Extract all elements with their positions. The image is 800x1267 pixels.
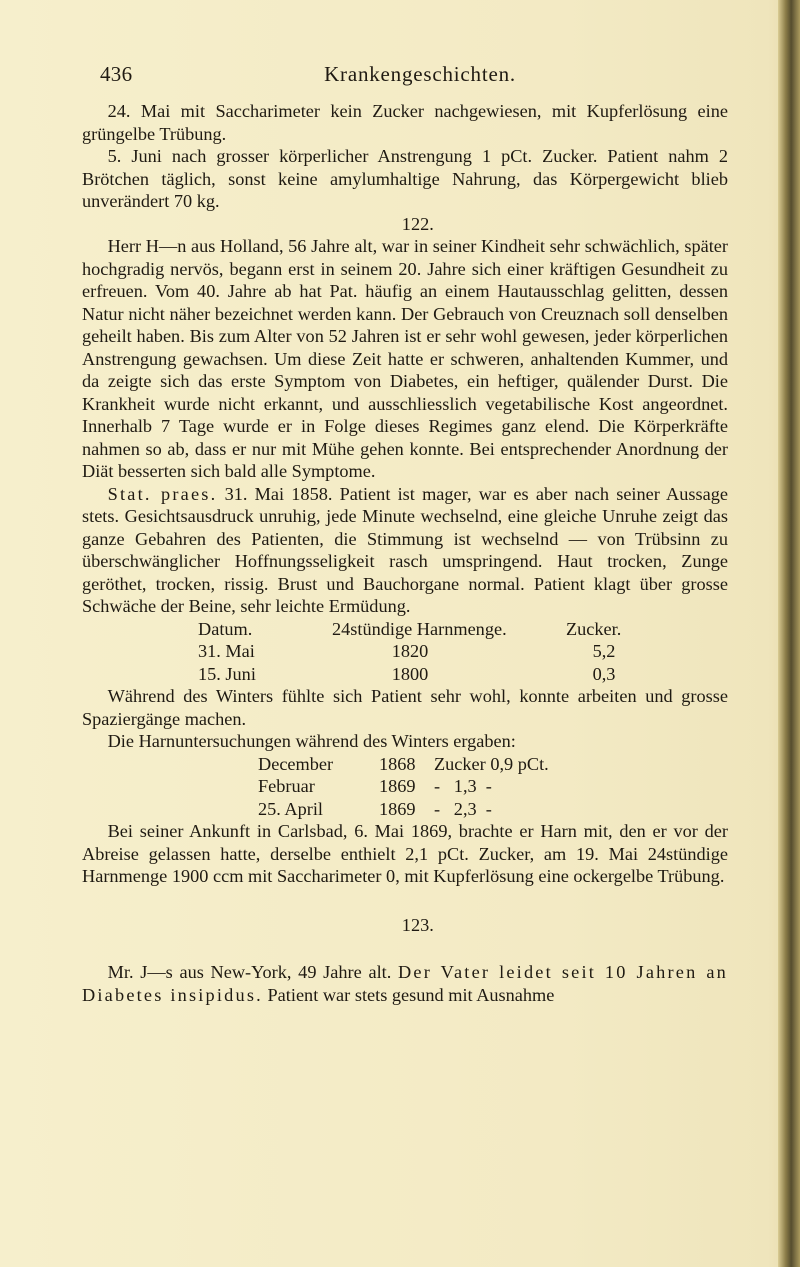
status-label: Stat. praes. — [107, 483, 218, 504]
page-body — [82, 100, 728, 1006]
case-number-123: 123. — [401, 914, 434, 935]
urine-results-list — [82, 753, 728, 821]
result-month: December — [258, 753, 334, 774]
paragraph-carlsbad: Bei seiner Ankunft in Carlsbad, 6. Mai 1869, brachte er Harn mit, den er vor der Abreise gelassen hatte, derselbe enthielt 2,1 pCt. Zucker, am 19. Mai 24stündige Harnmenge 1900 ccm mit Saccharimeter 0, mit Kupferlösung eine ockergelbe Trübung. — [82, 821, 728, 886]
case-122-status — [82, 483, 728, 618]
page-header — [100, 62, 740, 92]
result-month: Februar — [258, 776, 315, 796]
cell-harnmenge: 1820 — [391, 641, 429, 661]
table-header-row — [82, 618, 728, 641]
case-number-122: 122. — [401, 213, 434, 234]
result-value: - 1,3 - — [434, 776, 492, 796]
case-122-history: Herr H—n aus Holland, 56 Jahre alt, war in seiner Kindheit sehr schwächlich, später hochgradig nervös, begann erst in seinem 20. Jahre sich einer kräftigen Gesundheit zu erfreuen. Vom 40. Jahre ab hat Pat. häufig an einem Hautausschlag gelitten, dessen Natur nicht näher bezeichnet werden kann. Der Gebrauch von Creuznach soll denselben geheilt haben. Bis zum Alter von 52 Jahren ist er sehr wohl gewesen, jeder körperlichen Anstrengung gewachsen. Um diese Zeit hatte er schweren, anhaltenden Kummer, und da zeigte sich das erste Symptom von Diabetes, ein heftiger, quälender Durst. Die Krankheit wurde nicht erkannt, und ausschliesslich vegetabilische Kost angeordnet. Innerhalb 7 Tage wurde er in Folge dieses Regimes ganz elend. Die Körperkräfte nahmen so ab, dass er nur mit Mühe gehen konnte. Bei entsprechender Anordnung der Diät besserten sich bald alle Symptome. — [82, 236, 728, 481]
urine-table — [82, 618, 728, 686]
header-harnmenge: 24stündige Harnmenge. — [332, 618, 507, 639]
header-datum: Datum. — [198, 618, 253, 639]
result-year: 1869 — [379, 798, 416, 819]
result-year: 1868 — [379, 753, 416, 774]
case-123-intro — [82, 961, 728, 1006]
case-123-rest: Patient war stets gesund mit Ausnahme — [262, 984, 555, 1005]
paragraph-24-mai: 24. Mai mit Saccharimeter kein Zucker nachgewiesen, mit Kupferlösung eine grüngelbe Trübung. — [82, 101, 728, 144]
cell-date: 15. Juni — [198, 663, 256, 684]
running-title: Krankengeschichten. — [324, 62, 516, 86]
cell-zucker: 0,3 — [592, 663, 616, 684]
page-number: 436 — [100, 62, 133, 86]
paragraph-5-juni: 5. Juni nach grosser körperlicher Anstrengung 1 pCt. Zucker. Patient nahm 2 Brötchen täglich, sonst keine amylumhaltige Nahrung, das Körpergewicht blieb unverändert 70 kg. — [82, 146, 728, 211]
cell-zucker: 5,2 — [592, 641, 616, 661]
result-value: - 2,3 - — [434, 798, 492, 819]
cell-harnmenge: 1800 — [391, 663, 429, 684]
paragraph-urine-intro: Die Harnuntersuchungen während des Winters ergaben: — [107, 731, 516, 751]
result-value: Zucker 0,9 pCt. — [434, 753, 549, 774]
table-row — [82, 663, 728, 686]
cell-date: 31. Mai — [198, 641, 255, 661]
table-row — [82, 640, 728, 663]
result-year: 1869 — [379, 776, 416, 796]
list-item — [82, 753, 728, 776]
case-123-spaced-text: Der Vater leidet seit 10 Jahren an Diabetes insipidus. — [82, 962, 728, 1005]
header-zucker: Zucker. — [566, 618, 622, 639]
status-text: 31. Mai 1858. Patient ist mager, war es aber nach seiner Aussage stets. Gesichtsausdruck unruhig, jede Minute wechselnd, eine gleiche Unruhe zeigt das ganze Gebahren des Patienten, die Stimmung ist wechselnd — von Trübsinn zu überschwänglicher Hoffnungsseligkeit rasch umspringend. Haut trocken, Zunge geröthet, trocken, rissig. Brust und Bauchorgane normal. Patient klagt über grosse Schwäche der Beine, sehr leichte Ermüdung. — [82, 483, 728, 616]
list-item — [82, 775, 728, 798]
page-edge-shadow — [778, 0, 800, 1267]
paragraph-winter: Während des Winters fühlte sich Patient sehr wohl, konnte arbeiten und grosse Spaziergänge machen. — [82, 686, 728, 729]
result-month: 25. April — [258, 798, 324, 819]
case-123-text: Mr. J—s aus New-York, 49 Jahre alt. — [107, 962, 399, 982]
list-item — [82, 798, 728, 821]
